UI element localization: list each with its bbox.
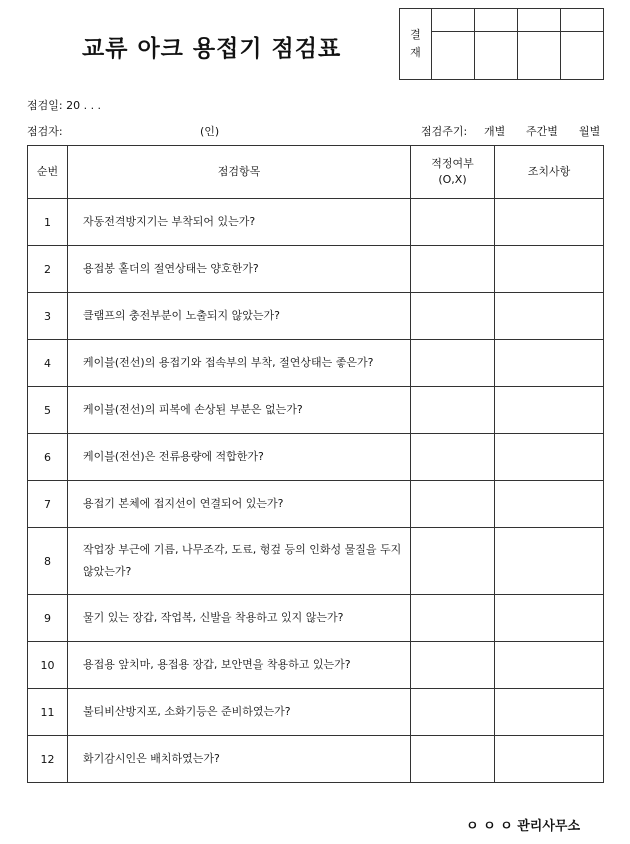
row-number: 8 (28, 528, 68, 595)
approval-sign-head[interactable] (432, 9, 475, 32)
approval-sign-cell[interactable] (475, 32, 518, 80)
row-number: 1 (28, 199, 68, 246)
row-number: 3 (28, 293, 68, 340)
table-row (28, 689, 604, 736)
row-check-item: 케이블(전선)의 용접기와 접속부의 부착, 절연상태는 좋은가? (68, 340, 411, 387)
row-number: 7 (28, 481, 68, 528)
row-check-item: 용접기 본체에 접지선이 연결되어 있는가? (68, 481, 411, 528)
approval-label (400, 9, 432, 80)
row-action-cell[interactable] (495, 642, 604, 689)
checklist-table (27, 145, 604, 783)
table-row (28, 528, 604, 595)
approval-sign-head[interactable] (561, 9, 604, 32)
seal-mark: (인) (200, 125, 220, 138)
row-check-item: 용접용 앞치마, 용접용 장갑, 보안면을 착용하고 있는가? (68, 642, 411, 689)
cycle-label: 점검주기: (421, 125, 468, 138)
row-ok-cell[interactable] (411, 595, 495, 642)
row-ok-cell[interactable] (411, 246, 495, 293)
table-row (28, 246, 604, 293)
approval-sign-cell[interactable] (432, 32, 475, 80)
row-check-item: 용접봉 홀더의 절연상태는 양호한가? (68, 246, 411, 293)
row-number: 11 (28, 689, 68, 736)
row-number: 12 (28, 736, 68, 783)
row-check-item: 클램프의 충전부분이 노출되지 않았는가? (68, 293, 411, 340)
row-check-item: 케이블(전선)은 전류용량에 적합한가? (68, 434, 411, 481)
row-action-cell[interactable] (495, 595, 604, 642)
row-ok-cell[interactable] (411, 293, 495, 340)
inspection-date[interactable]: 점검일: 20 . . . (27, 99, 102, 112)
row-number: 2 (28, 246, 68, 293)
approval-sign-cell[interactable] (561, 32, 604, 80)
approval-sign-cell[interactable] (518, 32, 561, 80)
table-row (28, 642, 604, 689)
table-row (28, 481, 604, 528)
row-check-item: 물기 있는 장갑, 작업복, 신발을 착용하고 있지 않는가? (68, 595, 411, 642)
row-action-cell[interactable] (495, 199, 604, 246)
table-row (28, 736, 604, 783)
row-check-item: 화기감시인은 배치하였는가? (68, 736, 411, 783)
footer-office: ㅇ ㅇ ㅇ 관리사무소 (466, 819, 581, 834)
header-action: 조치사항 (495, 146, 604, 199)
table-row (28, 434, 604, 481)
row-action-cell[interactable] (495, 340, 604, 387)
row-ok-cell[interactable] (411, 387, 495, 434)
table-row (28, 387, 604, 434)
row-action-cell[interactable] (495, 434, 604, 481)
row-ok-cell[interactable] (411, 736, 495, 783)
row-action-cell[interactable] (495, 293, 604, 340)
row-number: 10 (28, 642, 68, 689)
table-row (28, 293, 604, 340)
row-action-cell[interactable] (495, 689, 604, 736)
page-title: 교류 아크 용접기 점검표 (82, 36, 342, 62)
row-number: 6 (28, 434, 68, 481)
row-check-item: 자동전격방지기는 부착되어 있는가? (68, 199, 411, 246)
row-ok-cell[interactable] (411, 481, 495, 528)
inspector-label[interactable]: 점검자: (27, 125, 63, 138)
cycle-option-monthly[interactable]: 월별 (579, 125, 601, 138)
table-row (28, 595, 604, 642)
table-row (28, 340, 604, 387)
table-row (28, 199, 604, 246)
row-action-cell[interactable] (495, 246, 604, 293)
approval-sign-head[interactable] (518, 9, 561, 32)
approval-label-text: 결 재 (410, 28, 421, 59)
row-ok-cell[interactable] (411, 340, 495, 387)
row-action-cell[interactable] (495, 736, 604, 783)
row-ok-cell[interactable] (411, 199, 495, 246)
row-check-item: 불티비산방지포, 소화기등은 준비하였는가? (68, 689, 411, 736)
approval-box (399, 8, 604, 80)
row-ok-cell[interactable] (411, 434, 495, 481)
row-check-item: 작업장 부근에 기름, 나무조각, 도료, 헝겊 등의 인화성 물질을 두지 않았는가? (68, 528, 411, 595)
row-number: 9 (28, 595, 68, 642)
cycle-option-weekly[interactable]: 주간별 (526, 125, 558, 138)
row-ok-cell[interactable] (411, 689, 495, 736)
header-no: 순번 (28, 146, 68, 199)
row-check-item: 케이블(전선)의 피복에 손상된 부분은 없는가? (68, 387, 411, 434)
row-action-cell[interactable] (495, 387, 604, 434)
row-action-cell[interactable] (495, 481, 604, 528)
row-ok-cell[interactable] (411, 642, 495, 689)
row-action-cell[interactable] (495, 528, 604, 595)
header-ok: 적정여부 (O,X) (411, 146, 495, 199)
approval-sign-head[interactable] (475, 9, 518, 32)
cycle-option-individual[interactable]: 개별 (484, 125, 506, 138)
row-number: 5 (28, 387, 68, 434)
header-item: 점검항목 (68, 146, 411, 199)
row-number: 4 (28, 340, 68, 387)
row-ok-cell[interactable] (411, 528, 495, 595)
